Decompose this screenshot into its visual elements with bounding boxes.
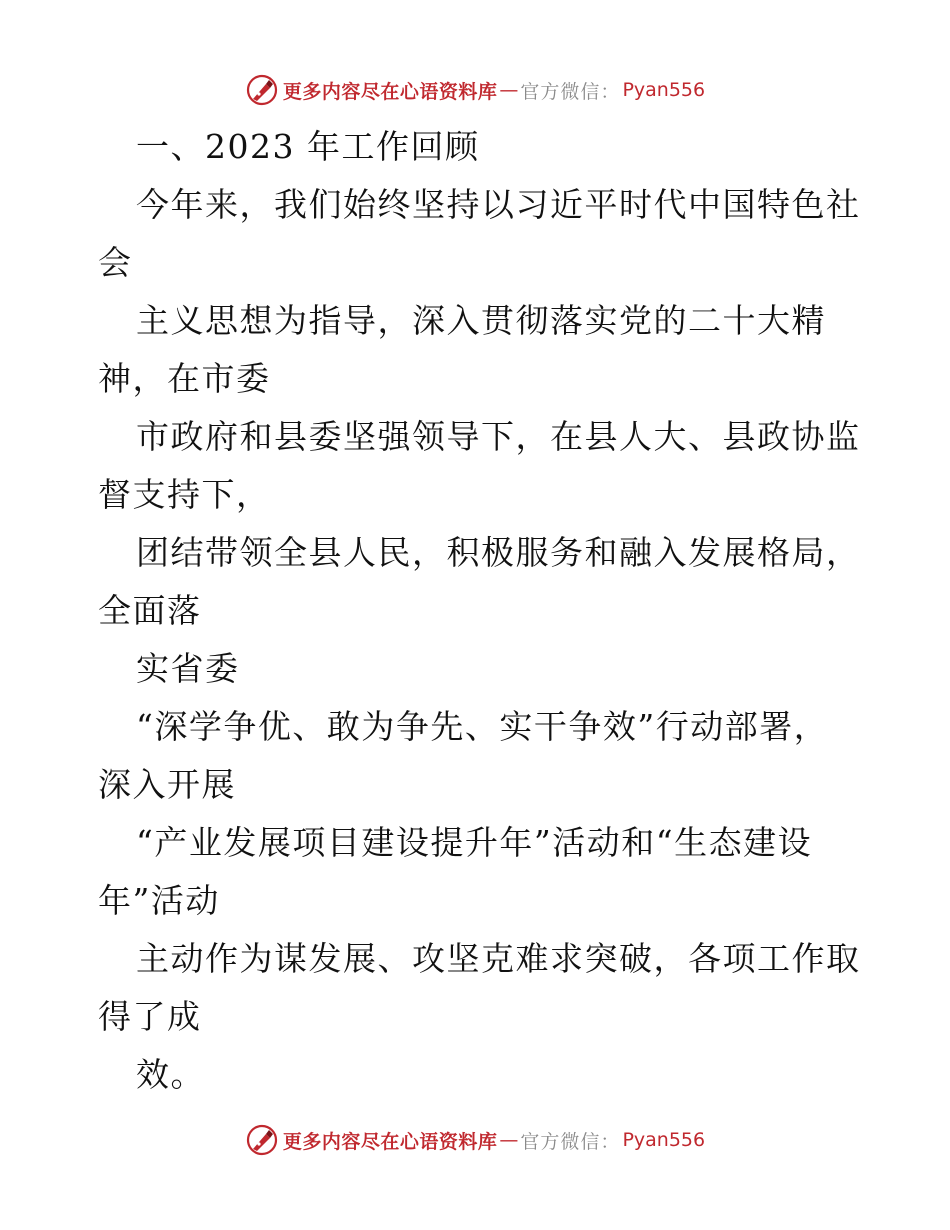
watermark-official-text: 官方微信： [520,1130,621,1153]
paragraph-line: 主义思想为指导，深入贯彻落实党的二十大精 [136,301,826,340]
watermark-wechat-id: Pyan556 [622,79,706,101]
section-heading: 一、2023 年工作回顾 [136,127,480,166]
paragraph-line: 市政府和县委坚强领导下，在县人大、县政协监 [136,417,861,456]
paragraph-line: 效。 [136,1055,205,1094]
paragraph-line: 深入开展 [98,765,236,804]
paragraph-line: 全面落 [98,591,202,630]
paragraph-line: 主动作为谋发展、攻坚克难求突破，各项工作取 [136,939,861,978]
pen-logo-icon [245,73,279,107]
paragraph-line: “产业发展项目建设提升年”活动和“生态建设 [136,823,813,862]
paragraph-line: 得了成 [98,997,202,1036]
pen-logo-icon [245,1123,279,1157]
watermark-brand-text: 更多内容尽在心语资料库 [282,80,498,103]
watermark-brand-text: 更多内容尽在心语资料库 [282,1130,498,1153]
paragraph-line: 年”活动 [98,881,220,920]
watermark-footer [0,1120,950,1160]
watermark-dash: — [499,1129,519,1151]
document-body [98,118,861,1104]
paragraph-line: 督支持下， [98,475,271,514]
watermark-official-text: 官方微信： [520,80,621,103]
paragraph-line: 会 [98,243,133,282]
paragraph-line: 团结带领全县人民，积极服务和融入发展格局， [136,533,861,572]
watermark-dash: — [499,79,519,101]
paragraph-line: “深学争优、敢为争先、实干争效”行动部署， [136,707,829,746]
paragraph-line: 实省委 [136,649,240,688]
paragraph-line: 神，在市委 [98,359,271,398]
watermark-header [0,70,950,110]
watermark-wechat-id: Pyan556 [622,1129,706,1151]
paragraph-line: 今年来，我们始终坚持以习近平时代中国特色社 [136,185,861,224]
